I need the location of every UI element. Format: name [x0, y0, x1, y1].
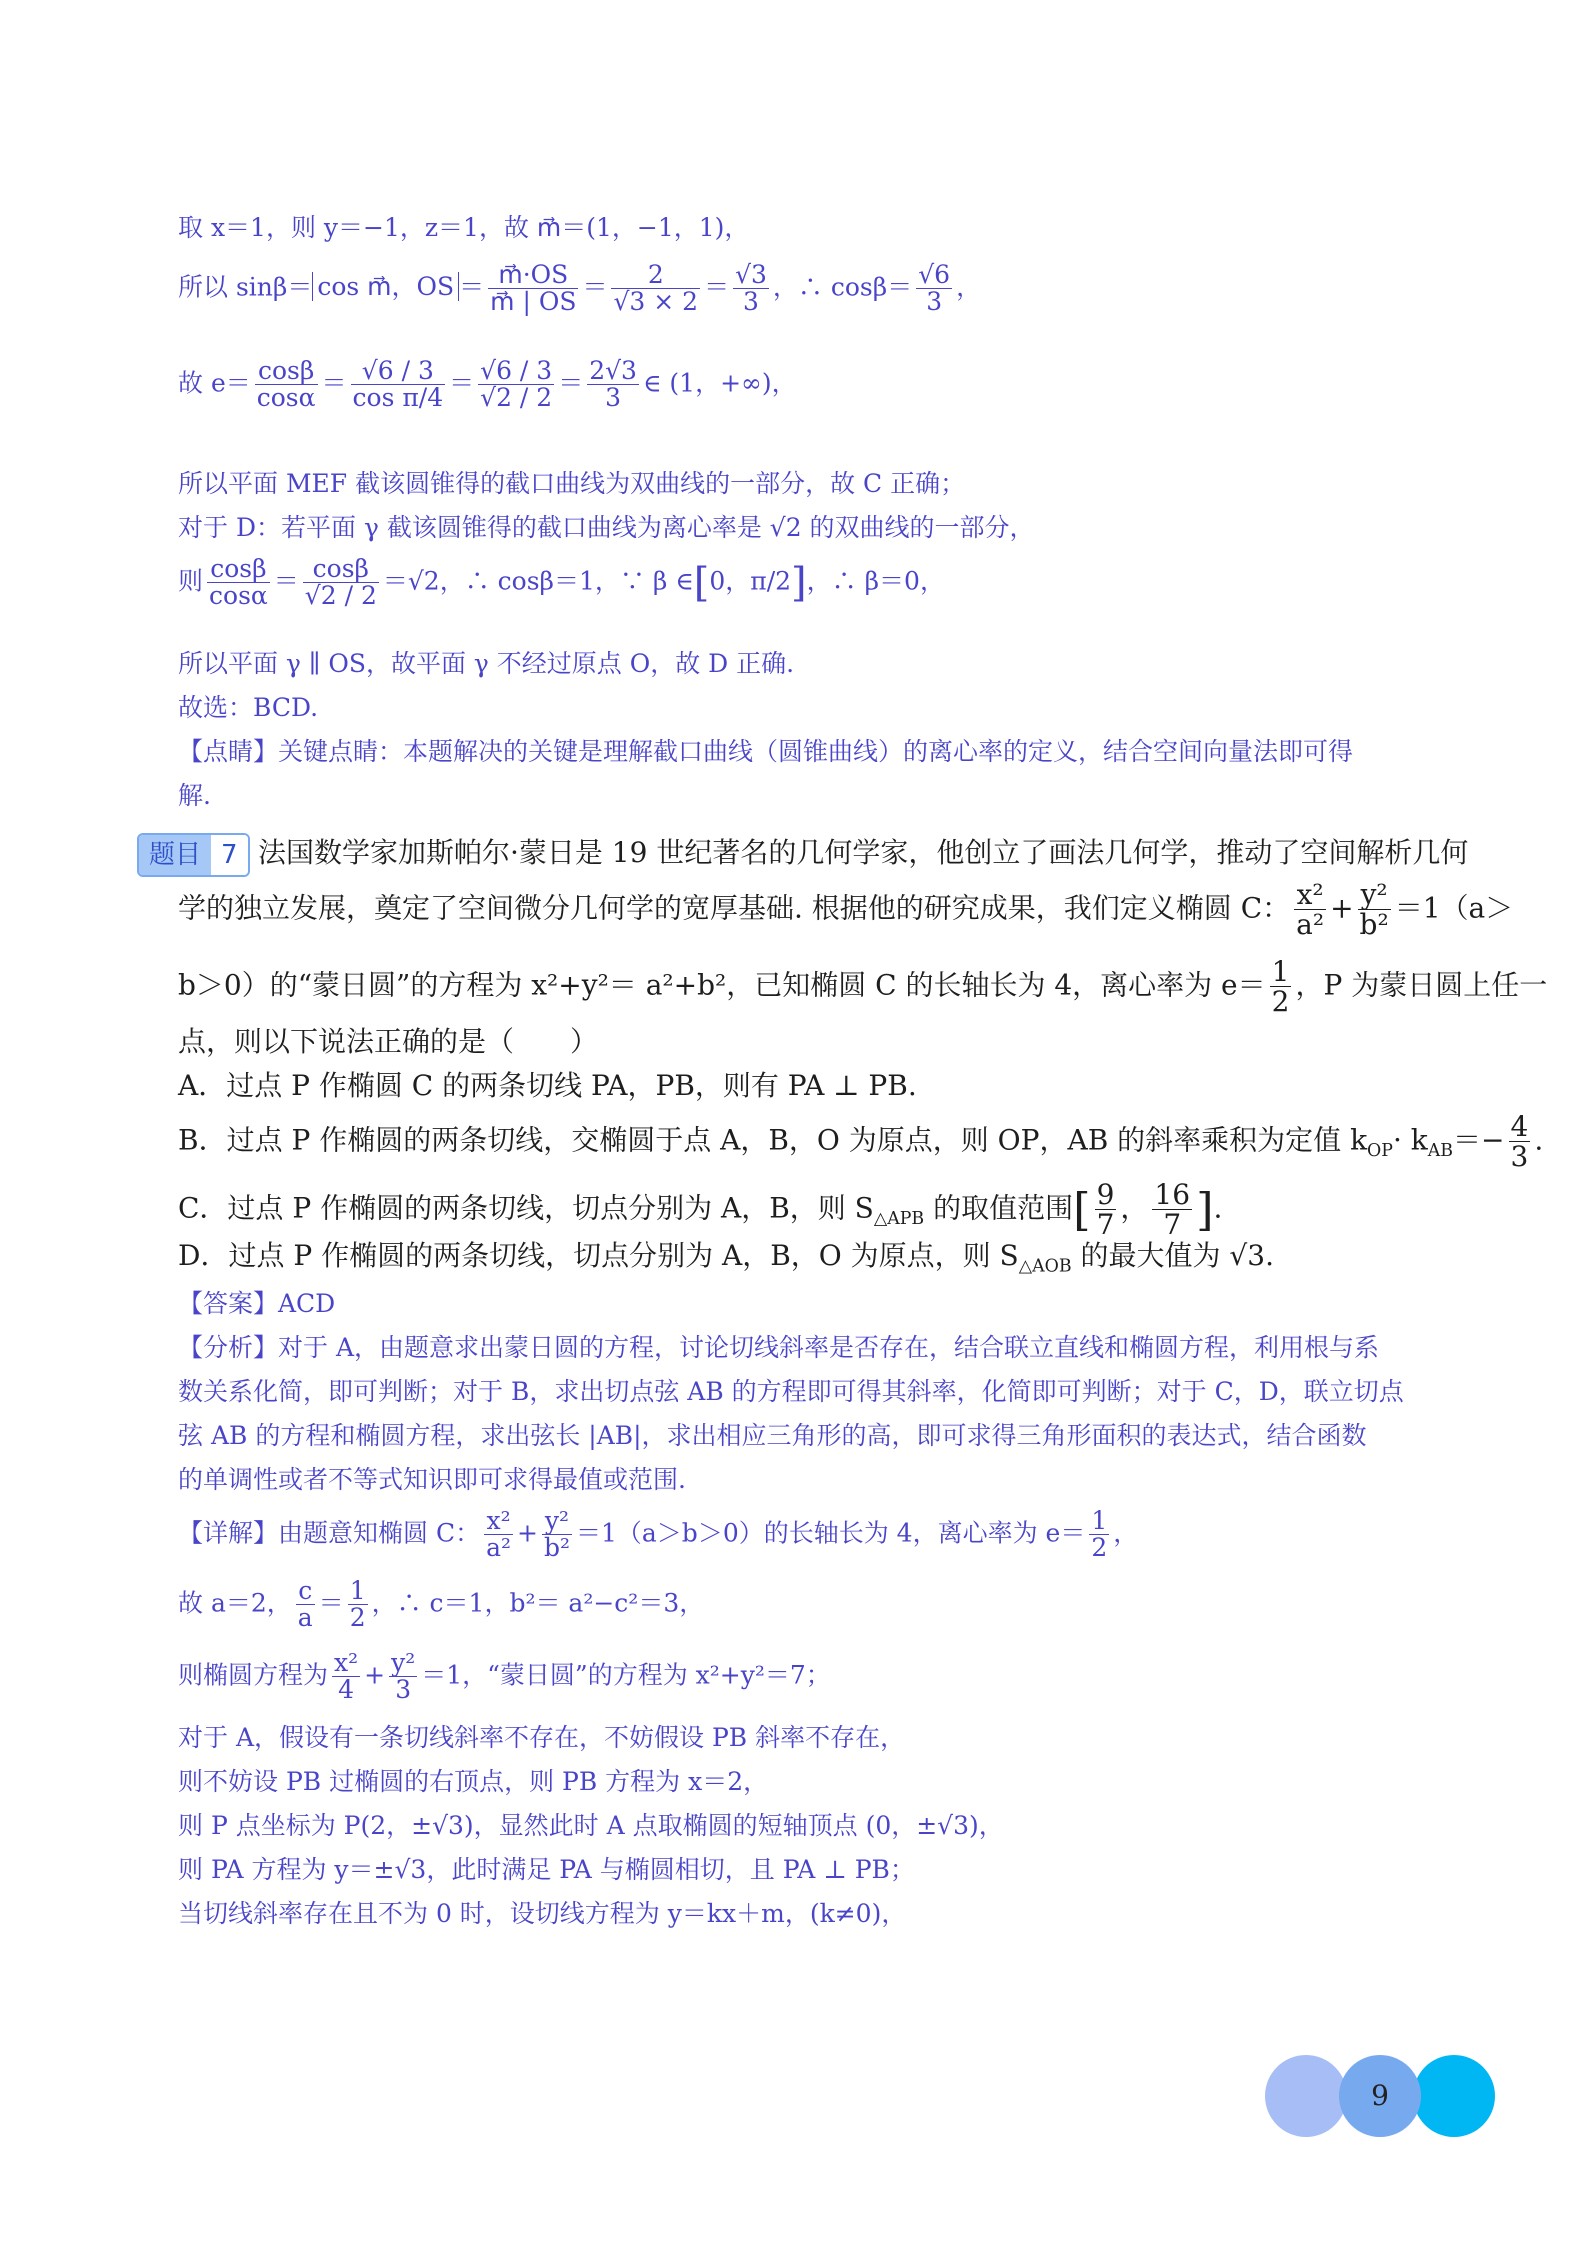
analysis-line: 【分析】对于 A，由题意求出蒙日圆的方程，讨论切线斜率是否存在，结合联立直线和椭圆方程，利用根与系	[178, 1333, 1380, 1362]
solution-line: 所以平面 γ ∥ OS，故平面 γ 不经过原点 O，故 D 正确.	[178, 649, 795, 678]
detail-line: 【详解】由题意知椭圆 C： $\frac{\text{x²}}{\text{a²}}$ + $\frac{\text{y²}}{\text{b²}}$ ＝1（a＞b＞0）的长轴长为 4，离心率为 e＝ $\frac{1}{2}$ ，	[178, 1506, 1139, 1563]
problem-stem: 法国数学家加斯帕尔·蒙日是 19 世纪著名的几何学家，他创立了画法几何学，推动了空间解析几何	[258, 836, 1469, 869]
fraction: $\frac{4}{3}$	[1510, 1110, 1529, 1174]
fraction: $\frac{1}{2}$	[1091, 1506, 1108, 1563]
solution-line: 故 e＝ $\frac{\cos\beta}{\cos\alpha}$ ＝ $\frac{√6 / 3}{\text{cos π/4}}$ ＝ $\frac{√6 / 3}{√2 / 2}$ ＝ $\frac{2√3}{3}$ ∈ (1，+∞)，	[178, 356, 797, 413]
fraction: $\frac{16}{7}$	[1154, 1178, 1191, 1242]
analysis-line: 数关系化简，即可判断；对于 B，求出切点弦 AB 的方程即可得其斜率，化简即可判断；对于 C，D，联立切点	[178, 1377, 1404, 1406]
option-a: A．过点 P 作椭圆 C 的两条切线 PA，PB，则有 PA ⊥ PB.	[178, 1069, 917, 1102]
fraction: $\frac{2√3}{3}$	[589, 356, 637, 413]
detail-line: 则椭圆方程为 $\frac{\text{x²}}{4}$ + $\frac{\text{y²}}{3}$ ＝1，“蒙日圆”的方程为 x²+y²＝7；	[178, 1648, 831, 1705]
problem-tag	[137, 833, 250, 877]
detail-line: 当切线斜率存在且不为 0 时，设切线方程为 y＝kx＋m，(k≠0)，	[178, 1899, 907, 1928]
fraction: $\frac{c}{a}$	[297, 1576, 313, 1633]
problem-stem: 点，则以下说法正确的是（ ）	[178, 1025, 599, 1058]
solution-line: 所以 sinβ＝ cos m⃗，OS ＝ $\frac{m⃗\cdot OS}{m⃗ | OS}$ ＝ $\frac{2}{√3 \times 2}$ ＝ $\frac{√3}{3}$ ，∴ cosβ＝ $\frac{√6}{3}$ ，	[178, 260, 982, 317]
fraction: $\frac{1}{2}$	[1271, 955, 1290, 1019]
fraction: $\frac{m⃗\cdot OS}{m⃗ | OS}$	[490, 260, 577, 317]
detail-line: 则 P 点坐标为 P(2，±√3)，显然此时 A 点取椭圆的短轴顶点 (0，±√3)，	[178, 1811, 1004, 1840]
fraction: $\frac{1}{2}$	[349, 1576, 366, 1633]
page-circle-right	[1413, 2055, 1495, 2137]
fraction: $\frac{\cos\beta}{\cos\alpha}$	[209, 554, 268, 611]
option-c: C．过点 P 作椭圆的两条切线，切点分别为 A，B，则 $S_{\triangle APB}$ 的取值范围[ $\frac{9}{7}$ ， $\frac{16}{7}$ ].	[178, 1178, 1223, 1242]
fraction: $\frac{9}{7}$	[1096, 1178, 1115, 1242]
problem-tag-label: 题目	[139, 835, 211, 875]
fraction: $\frac{√6 / 3}{\text{cos π/4}}$	[352, 356, 444, 413]
detail-line: 故 a＝2， $\frac{c}{a}$ ＝ $\frac{1}{2}$ ，∴ c＝1，b²＝ a²−c²＝3，	[178, 1576, 705, 1633]
problem-stem: b＞0）的“蒙日圆”的方程为 x²+y²＝ a²+b²，已知椭圆 C 的长轴长为 4，离心率为 e＝ $\frac{1}{2}$ ，P 为蒙日圆上任一	[178, 955, 1548, 1019]
fraction: $\frac{√3}{3}$	[735, 260, 767, 317]
fraction: $\frac{√6}{3}$	[918, 260, 951, 317]
page-circle-left	[1265, 2055, 1347, 2137]
abs-expression: cos m⃗，OS	[312, 272, 459, 301]
option-d: D．过点 P 作椭圆的两条切线，切点分别为 A，B，O 为原点，则 $S_{\triangle AOB}$ 的最大值为 √3.	[178, 1239, 1274, 1277]
solution-text: 所以 sinβ＝	[178, 272, 313, 302]
option-b: B．过点 P 作椭圆的两条切线，交椭圆于点 A，B，O 为原点，则 OP，AB 的斜率乘积为定值 $k_{OP}\cdot k_{AB}=-$ $\frac{4}{3}$ .	[178, 1110, 1544, 1174]
comment-line: 解.	[178, 781, 211, 810]
fraction: $\frac{\text{y²}}{\text{b²}}$	[1359, 878, 1389, 942]
fraction: $\frac{\cos\beta}{√2 / 2}$	[304, 554, 377, 611]
fraction: $\frac{\text{x²}}{\text{a²}}$	[1296, 878, 1325, 942]
fraction: $\frac{\text{x²}}{4}$	[334, 1648, 359, 1705]
page-number: 9	[1371, 2079, 1389, 2112]
problem-number: 7	[211, 835, 248, 875]
comment-line: 【点睛】关键点睛：本题解决的关键是理解截口曲线（圆锥曲线）的离心率的定义，结合空间向量法即可得	[178, 737, 1354, 766]
solution-line: 则 $\frac{\cos\beta}{\cos\alpha}$ ＝ $\frac{\cos\beta}{√2 / 2}$ ＝√2，∴ cosβ＝1，∵ β ∈[0，π/2]，∴ β＝0，	[178, 554, 945, 611]
analysis-line: 弦 AB 的方程和椭圆方程，求出弦长 |AB|，求出相应三角形的高，即可求得三角形面积的表达式，结合函数	[178, 1421, 1367, 1450]
detail-line: 对于 A，假设有一条切线斜率不存在，不妨假设 PB 斜率不存在，	[178, 1723, 906, 1752]
solution-text: 取 x＝1，则 y＝−1，z＝1，故 m⃗＝(1，−1，1)，	[178, 213, 750, 242]
fraction: $\frac{√6 / 3}{√2 / 2}$	[480, 356, 553, 413]
solution-line	[178, 212, 749, 245]
detail-line: 则 PA 方程为 y＝±√3，此时满足 PA 与椭圆相切，且 PA ⊥ PB；	[178, 1855, 915, 1884]
fraction: $\frac{\text{y²}}{3}$	[391, 1648, 416, 1705]
solution-line: 对于 D：若平面 γ 截该圆锥得的截口曲线为离心率是 √2 的双曲线的一部分，	[178, 513, 1035, 542]
detail-line: 则不妨设 PB 过椭圆的右顶点，则 PB 方程为 x＝2，	[178, 1767, 769, 1796]
fraction: $\frac{\text{y²}}{\text{b²}}$	[543, 1506, 570, 1563]
fraction: $\frac{\cos\beta}{\cos\alpha}$	[256, 356, 316, 413]
answer-line: 【答案】ACD	[178, 1289, 336, 1318]
fraction: $\frac{\text{x²}}{\text{a²}}$	[486, 1506, 512, 1563]
fraction: $\frac{2}{√3 \times 2}$	[613, 260, 699, 317]
analysis-line: 的单调性或者不等式知识即可求得最值或范围.	[178, 1465, 686, 1494]
solution-line: 故选：BCD.	[178, 693, 319, 722]
problem-stem: 学的独立发展，奠定了空间微分几何学的宽厚基础. 根据他的研究成果，我们定义椭圆 C： $\frac{\text{x²}}{\text{a²}}$ + $\frac{\text{y²}}{\text{b²}}$ ＝1（a＞	[178, 878, 1514, 942]
solution-line: 所以平面 MEF 截该圆锥得的截口曲线为双曲线的一部分，故 C 正确；	[178, 469, 966, 498]
